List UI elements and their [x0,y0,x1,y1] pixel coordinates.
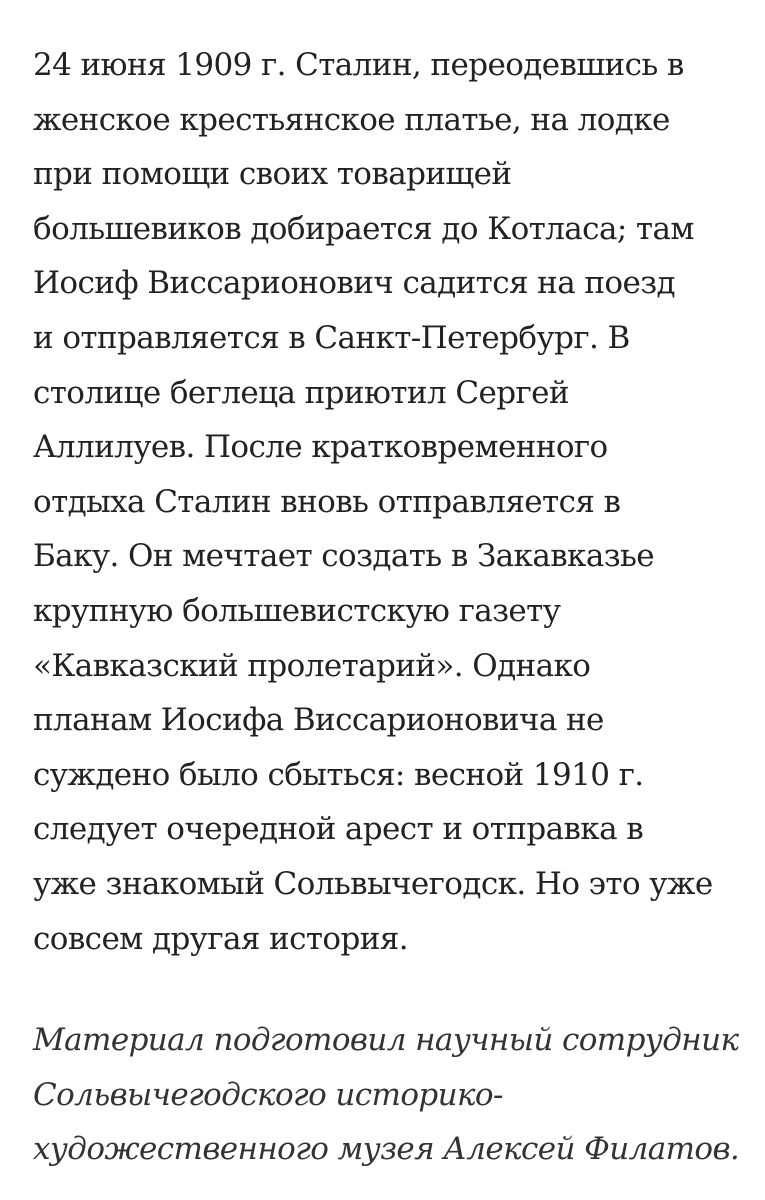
credit-line: художественного музея Алексей Филатов. [33,1131,740,1168]
article-body-paragraph [33,38,743,966]
body-line: Иосиф Виссарионович садится на поезд [33,265,676,302]
body-line: Аллилуев. После кратковременного [33,429,608,466]
credit-line: Сольвычегодского историко- [33,1076,503,1113]
body-line: уже знакомый Сольвычегодск. Но это уже [33,865,713,902]
body-line: суждено было сбыться: весной 1910 г. [33,756,644,793]
body-line: большевиков добирается до Котласа; там [33,210,694,247]
body-line: столице беглеца приютил Сергей [33,374,569,411]
body-line: и отправляется в Санкт-Петербург. В [33,319,630,356]
article [33,38,743,1177]
body-line: Баку. Он мечтает создать в Закавказье [33,538,655,575]
body-line: женское крестьянское платье, на лодке [33,101,670,138]
body-line: следует очередной арест и отправка в [33,811,644,848]
author-credit-paragraph [33,1013,743,1177]
body-line: 24 июня 1909 г. Сталин, переодевшись в [33,47,684,83]
body-line: планам Иосифа Виссарионовича не [33,702,604,739]
body-line: при помощи своих товарищей [33,156,512,193]
credit-line: Материал подготовил научный сотрудник [33,1022,739,1059]
body-line: совсем другая история. [33,920,409,957]
body-line: «Кавказский пролетарий». Однако [33,647,591,684]
body-line: отдыха Сталин вновь отправляется в [33,483,621,520]
body-line: крупную большевистскую газету [33,592,561,629]
